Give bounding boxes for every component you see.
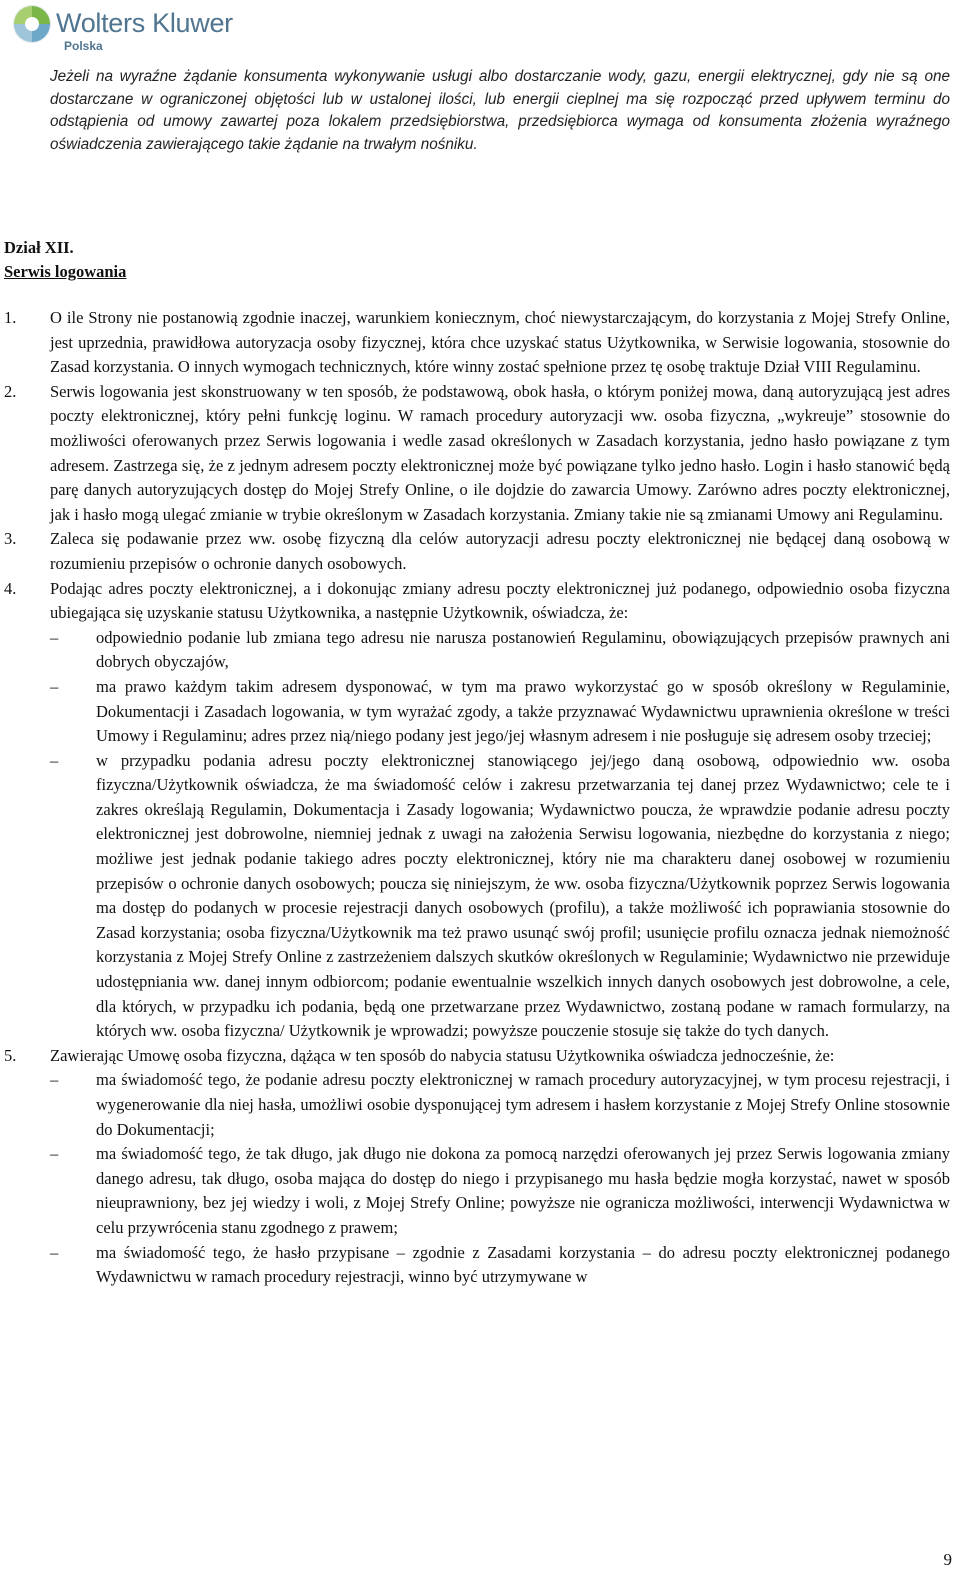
item-content — [50, 1044, 950, 1290]
bullet-item — [50, 1068, 950, 1142]
wolters-kluwer-logo — [10, 2, 250, 58]
bullet-item — [50, 675, 950, 749]
bullet-item — [50, 749, 950, 1044]
bullet-list — [50, 1068, 950, 1289]
bullet-text: w przypadku podania adresu poczty elektronicznej stanowiącego jej/jego daną osobową, odpowiednio ww. osoba fizyczna/Użytkownik oświadcza, że ma świadomość celów i zakresu przetwarzania tej danej przez Wydawnictwo; cele te i zakres określają Regulamin, Dokumentacja i Zasady logowania; Wydawnictwo poucza, że wprawdzie podanie adresu poczty elektronicznej jest dobrowolne, niemniej jednak z uwagi na założenia Serwisu logowania, niezbędne do korzystania z niego; możliwe jest jednak podanie takiego adres poczty elektronicznej, który nie ma charakteru danej osobowej w rozumieniu przepisów o ochronie danych osobowych; poucza się niniejszym, że ww. osoba fizyczna/Użytkownik poprzez Serwis logowania ma dostęp do podanych w procesie rejestracji danych osobowych (profilu), a także możliwość ich poprawiania stosownie do Zasad korzystania; osoba fizyczna/Użytkownik ma też prawo usunąć swój profil; usunięcie profilu oznacza jednak niemożność korzystania z Mojej Strefy Online z zastrzeżeniem dalszych skutków określonych w Regulaminie; Wydawnictwo nie przewiduje udostępniania ww. danej innym odbiorcom; podanie ewentualnie wszelkich innych danych osobowych jest dobrowolne, a cele, dla których, w przypadku ich podania, będą one przetwarzane przez Wydawnictwo, zostaną podane w ramach formularzy, na których ww. osoba fizyczna/ Użytkownik je wprowadzi; powyższe pouczenie stosuje się także do tych danych. — [96, 750, 950, 1041]
dash-bullet-icon: – — [50, 676, 59, 696]
dash-bullet-icon: – — [50, 627, 59, 647]
intro-paragraph: Jeżeli na wyraźne żądanie konsumenta wykonywanie usługi albo dostarczanie wody, gazu, energii elektrycznej, gdy nie są one dostarczane w ograniczonej objętości lub w ustalonej ilości, lub energii cieplnej ma się rozpocząć przed upływem terminu do odstąpienia od umowy zawartej poza lokalem przedsiębiorstwa, przedsiębiorca wymaga od konsumenta złożenia wyraźnego oświadczenia zawierającego takie żądanie na trwałym nośniku. — [50, 68, 950, 153]
dash-bullet-icon: – — [50, 1070, 59, 1090]
bullet-text: odpowiednio podanie lub zmiana tego adresu nie narusza postanowień Regulaminu, obowiązujących przepisów prawnych ani dobrych obyczajów, — [96, 627, 950, 672]
dash-bullet-icon: – — [50, 1144, 59, 1164]
section-heading — [4, 236, 126, 284]
item-number: 5. — [4, 1045, 17, 1065]
item-content — [50, 577, 950, 1044]
brand-subtitle: Polska — [64, 39, 103, 53]
item-text: Zawierając Umowę osoba fizyczna, dążąca w ten sposób do nabycia statusu Użytkownika oświadcza jednocześnie, że: — [50, 1045, 835, 1065]
list-item — [4, 380, 950, 528]
section-subtitle: Serwis logowania — [4, 262, 127, 281]
bullet-item — [50, 1241, 950, 1290]
dash-bullet-icon: – — [50, 750, 59, 770]
numbered-list — [4, 306, 950, 1290]
list-item — [4, 577, 950, 1044]
bullet-text: ma świadomość tego, że hasło przypisane – zgodnie z Zasadami korzystania – do adresu poczty elektronicznej podanego Wydawnictwu w ramach procedury rejestracji, winno być utrzymywane w — [96, 1242, 950, 1287]
item-text: Zaleca się podawanie przez ww. osobę fizyczną dla celów autoryzacji adresu poczty elektronicznej nie będącej daną osobową w rozumieniu przepisów o ochronie danych osobowych. — [50, 529, 950, 573]
wolters-kluwer-emblem-icon — [12, 4, 52, 44]
brand-name: Wolters Kluwer — [56, 8, 233, 38]
bullet-text: ma świadomość tego, że podanie adresu poczty elektronicznej w ramach procedury autoryzacyjnej, w tym procesu rejestracji, i wygenerowanie dla niej hasła, umożliwi osobie dysponującej tym adresem i hasłem korzystanie z Mojej Strefy Online stosownie do Dokumentacji; — [96, 1070, 950, 1139]
bullet-text: ma prawo każdym takim adresem dysponować, w tym ma prawo wykorzystać go w sposób określony w Regulaminie, Dokumentacji i Zasadach logowania, w tym wyrażać zgody, a także przyznawać Wydawnictwu uprawnienia określone w treści Umowy i Regulaminu; adres przez nią/niego podany jest jego/jej własnym adresem i nie posługuje się adresem osoby trzeciej; — [96, 676, 950, 746]
item-number: 3. — [4, 529, 17, 549]
item-text: O ile Strony nie postanowią zgodnie inaczej, warunkiem koniecznym, choć niewystarczającym, do korzystania z Mojej Strefy Online, jest uprzednia, prawidłowa autoryzacja osoby fizycznej, która chce uzyskać status Użytkownika, w Serwisie logowania, stosownie do Zasad korzystania. O innych wymogach technicznych, które winny zostać spełnione przez tę osobę traktuje Dział VIII Regulaminu. — [50, 308, 950, 377]
bullet-item — [50, 626, 950, 675]
list-item — [4, 527, 950, 576]
item-text: Podając adres poczty elektronicznej, a i dokonując zmiany adresu poczty elektronicznej już podanego, odpowiednio osoba fizyczna ubiegająca się uzyskanie statusu Użytkownika, a następnie Użytkownik, oświadcza, że: — [50, 578, 950, 623]
item-text: Serwis logowania jest skonstruowany w ten sposób, że podstawową, obok hasła, o którym poniżej mowa, daną autoryzującą jest adres poczty elektronicznej, który pełni funkcję loginu. W ramach procedury autoryzacji ww. osoba fizyczna, „wykreuje” stosownie do możliwości oferowanych przez Serwis logowania i wedle zasad określonych w Zasadach korzystania, jedno hasło powiązane z tym adresem. Zastrzega się, że z jednym adresem poczty elektronicznej może być powiązane tylko jedno hasło. Login i hasło stanowić będą parę danych autoryzujących dostęp do Mojej Strefy Online, o ile dojdzie do zawarcia Umowy. Zarówno adres poczty elektronicznej, jak i hasło mogą ulegać zmianie w trybie określonym w Zasadach korzystania. Zmiany takie nie są zmianami Umowy ani Regulaminu. — [50, 381, 950, 524]
item-number: 2. — [4, 381, 17, 401]
bullet-text: ma świadomość tego, że tak długo, jak długo nie dokona za pomocą narzędzi oferowanych jej przez Serwis logowania zmiany danego adresu, tak długo, osoba mająca do dostęp do niego i przypisanego mu hasła będzie mogła korzystać, nawet w sposób nieuprawniony, bez jej wiedzy i woli, z Mojej Strefy Online; powyższe nie ogranicza możliwości, interwencji Wydawnictwa w celu przywrócenia stanu zgodnego z prawem; — [96, 1144, 950, 1237]
section-title: Dział XII. — [4, 238, 74, 257]
item-number: 4. — [4, 578, 17, 598]
bullet-list — [50, 626, 950, 1044]
dash-bullet-icon: – — [50, 1242, 59, 1262]
list-item — [4, 1044, 950, 1290]
bullet-item — [50, 1142, 950, 1240]
list-item — [4, 306, 950, 380]
page-number: 9 — [943, 1550, 952, 1569]
item-number: 1. — [4, 308, 17, 327]
